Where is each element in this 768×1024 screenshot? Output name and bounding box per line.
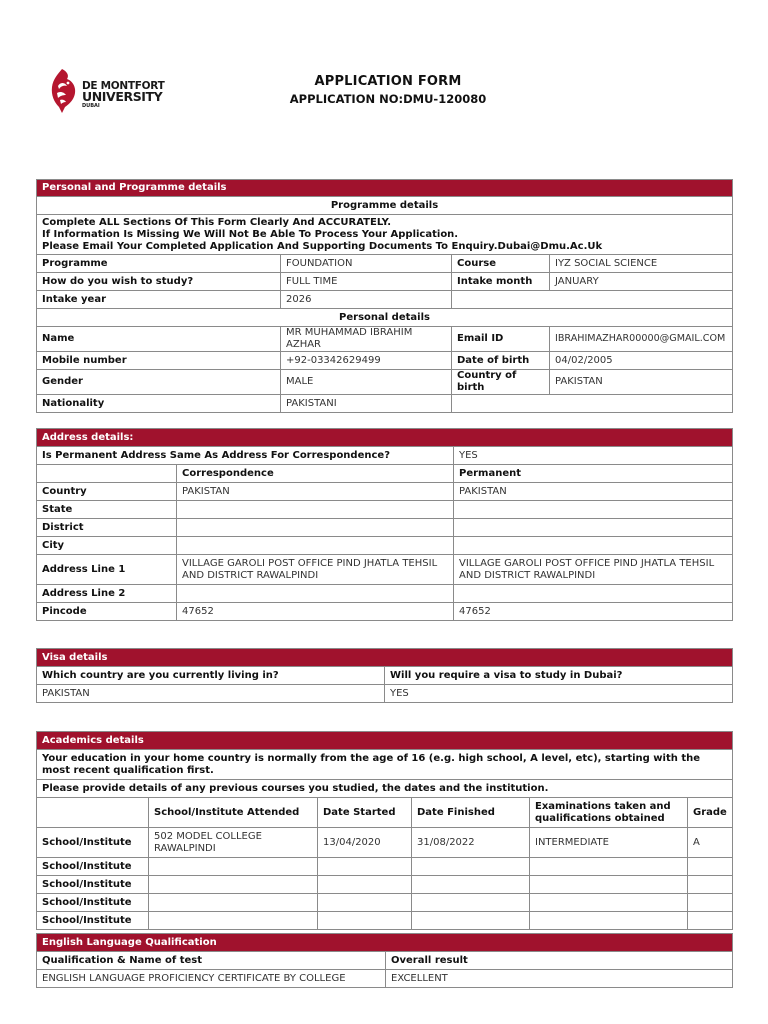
row-label: School/Institute [37, 912, 149, 930]
qualification-test-value: ENGLISH LANGUAGE PROFICIENCY CERTIFICATE BY COLLEGE [37, 970, 386, 988]
grade [688, 894, 733, 912]
pincode-permanent: 47652 [454, 603, 733, 621]
col-grade-header: Grade [688, 798, 733, 828]
school-name [149, 858, 318, 876]
visa-table [36, 648, 733, 703]
email-value: IBRAHIMAZHAR00000@GMAIL.COM [550, 327, 733, 352]
row-label: School/Institute [37, 828, 149, 858]
date-finished: 31/08/2022 [412, 828, 530, 858]
date-finished [412, 858, 530, 876]
country-of-birth-label: Country of birth [452, 370, 550, 395]
district-label: District [37, 519, 177, 537]
correspondence-heading: Correspondence [177, 465, 454, 483]
visa-required-question: Will you require a visa to study in Dubai? [385, 667, 733, 685]
grade [688, 876, 733, 894]
programme-details-heading: Programme details [37, 197, 733, 215]
programme-label: Programme [37, 255, 281, 273]
exam-qualification [530, 912, 688, 930]
intake-year-label: Intake year [37, 291, 281, 309]
current-country-question: Which country are you currently living in? [37, 667, 385, 685]
section-visa-header: Visa details [37, 649, 733, 667]
application-number: APPLICATION NO:DMU-120080 [289, 92, 487, 106]
study-mode-label: How do you wish to study? [37, 273, 281, 291]
empty-cell [452, 291, 733, 309]
date-finished [412, 894, 530, 912]
address-line-2-label: Address Line 2 [37, 585, 177, 603]
pincode-correspondence: 47652 [177, 603, 454, 621]
address-line-2-correspondence [177, 585, 454, 603]
intake-year-value: 2026 [281, 291, 452, 309]
col-exam-header: Examinations taken and qualifications obtained [530, 798, 688, 828]
date-finished [412, 912, 530, 930]
qualification-test-header: Qualification & Name of test [37, 952, 386, 970]
section-academics-header: Academics details [37, 732, 733, 750]
date-started [318, 894, 412, 912]
state-correspondence [177, 501, 454, 519]
gender-value: MALE [281, 370, 452, 395]
exam-qualification [530, 876, 688, 894]
school-name [149, 894, 318, 912]
notice-line-3: Please Email Your Completed Application And Supporting Documents To Enquiry.Dubai@Dmu.Ac.Uk [42, 240, 603, 252]
address-table [36, 428, 733, 621]
form-title: APPLICATION FORM [314, 74, 462, 89]
notice-line-1: Complete ALL Sections Of This Form Clearly And ACCURATELY. [42, 216, 392, 228]
academics-note: Your education in your home country is normally from the age of 16 (e.g. high school, A level, etc), starting with the most recent qualification first. [37, 750, 733, 780]
address-line-1-label: Address Line 1 [37, 555, 177, 585]
mobile-value: +92-03342629499 [281, 352, 452, 370]
intake-month-value: JANUARY [550, 273, 733, 291]
nationality-value: PAKISTANI [281, 395, 452, 413]
row-label: School/Institute [37, 894, 149, 912]
date-finished [412, 876, 530, 894]
address-line-1-correspondence: VILLAGE GAROLI POST OFFICE PIND JHATLA TEHSIL AND DISTRICT RAWALPINDI [177, 555, 454, 585]
same-address-answer: YES [454, 447, 733, 465]
empty-cell [37, 465, 177, 483]
exam-qualification: INTERMEDIATE [530, 828, 688, 858]
date-started: 13/04/2020 [318, 828, 412, 858]
row-label: School/Institute [37, 858, 149, 876]
programme-value: FOUNDATION [281, 255, 452, 273]
empty-cell [452, 395, 733, 413]
overall-result-value: EXCELLENT [386, 970, 733, 988]
name-value: MR MUHAMMAD IBRAHIM AZHAR [281, 327, 452, 352]
row-label: School/Institute [37, 876, 149, 894]
grade [688, 858, 733, 876]
overall-result-header: Overall result [386, 952, 733, 970]
visa-required-answer: YES [385, 685, 733, 703]
exam-qualification [530, 894, 688, 912]
same-address-question: Is Permanent Address Same As Address For Correspondence? [37, 447, 454, 465]
state-label: State [37, 501, 177, 519]
logo-line-2: UNIVERSITY [82, 88, 163, 104]
pincode-label: Pincode [37, 603, 177, 621]
grade: A [688, 828, 733, 858]
country-of-birth-value: PAKISTAN [550, 370, 733, 395]
table-row [37, 828, 733, 858]
col-date-finished-header: Date Finished [412, 798, 530, 828]
email-label: Email ID [452, 327, 550, 352]
city-correspondence [177, 537, 454, 555]
nationality-label: Nationality [37, 395, 281, 413]
district-correspondence [177, 519, 454, 537]
logo-line-1: DE MONTFORT [82, 80, 165, 92]
intake-month-label: Intake month [452, 273, 550, 291]
state-permanent [454, 501, 733, 519]
section-address-header: Address details: [37, 429, 733, 447]
date-started [318, 858, 412, 876]
logo-line-3: DUBAI [82, 103, 100, 109]
name-label: Name [37, 327, 281, 352]
school-name [149, 912, 318, 930]
school-name [149, 876, 318, 894]
col-date-started-header: Date Started [318, 798, 412, 828]
table-row [37, 894, 733, 912]
course-label: Course [452, 255, 550, 273]
academics-instruction: Please provide details of any previous courses you studied, the dates and the institution. [37, 780, 733, 798]
english-qualification-table [36, 933, 733, 988]
gender-label: Gender [37, 370, 281, 395]
course-value: IYZ SOCIAL SCIENCE [550, 255, 733, 273]
school-name: 502 MODEL COLLEGE RAWALPINDI [149, 828, 318, 858]
col-school-header: School/Institute Attended [149, 798, 318, 828]
city-permanent [454, 537, 733, 555]
academics-table [36, 731, 733, 930]
study-mode-value: FULL TIME [281, 273, 452, 291]
grade [688, 912, 733, 930]
country-label: Country [37, 483, 177, 501]
date-started [318, 912, 412, 930]
address-line-2-permanent [454, 585, 733, 603]
table-row [37, 858, 733, 876]
section-personal-header: Personal and Programme details [37, 180, 733, 197]
dob-label: Date of birth [452, 352, 550, 370]
notice-line-2: If Information Is Missing We Will Not Be Able To Process Your Application. [42, 228, 459, 240]
date-started [318, 876, 412, 894]
address-line-1-permanent: VILLAGE GAROLI POST OFFICE PIND JHATLA TEHSIL AND DISTRICT RAWALPINDI [454, 555, 733, 585]
table-row [37, 912, 733, 930]
empty-cell [37, 798, 149, 828]
personal-programme-table [36, 179, 733, 413]
permanent-heading: Permanent [454, 465, 733, 483]
city-label: City [37, 537, 177, 555]
personal-details-heading: Personal details [37, 309, 733, 327]
country-permanent: PAKISTAN [454, 483, 733, 501]
exam-qualification [530, 858, 688, 876]
section-english-header: English Language Qualification [37, 934, 733, 952]
dob-value: 04/02/2005 [550, 352, 733, 370]
table-row [37, 876, 733, 894]
instructions-notice [37, 215, 733, 255]
country-correspondence: PAKISTAN [177, 483, 454, 501]
current-country-answer: PAKISTAN [37, 685, 385, 703]
mobile-label: Mobile number [37, 352, 281, 370]
district-permanent [454, 519, 733, 537]
